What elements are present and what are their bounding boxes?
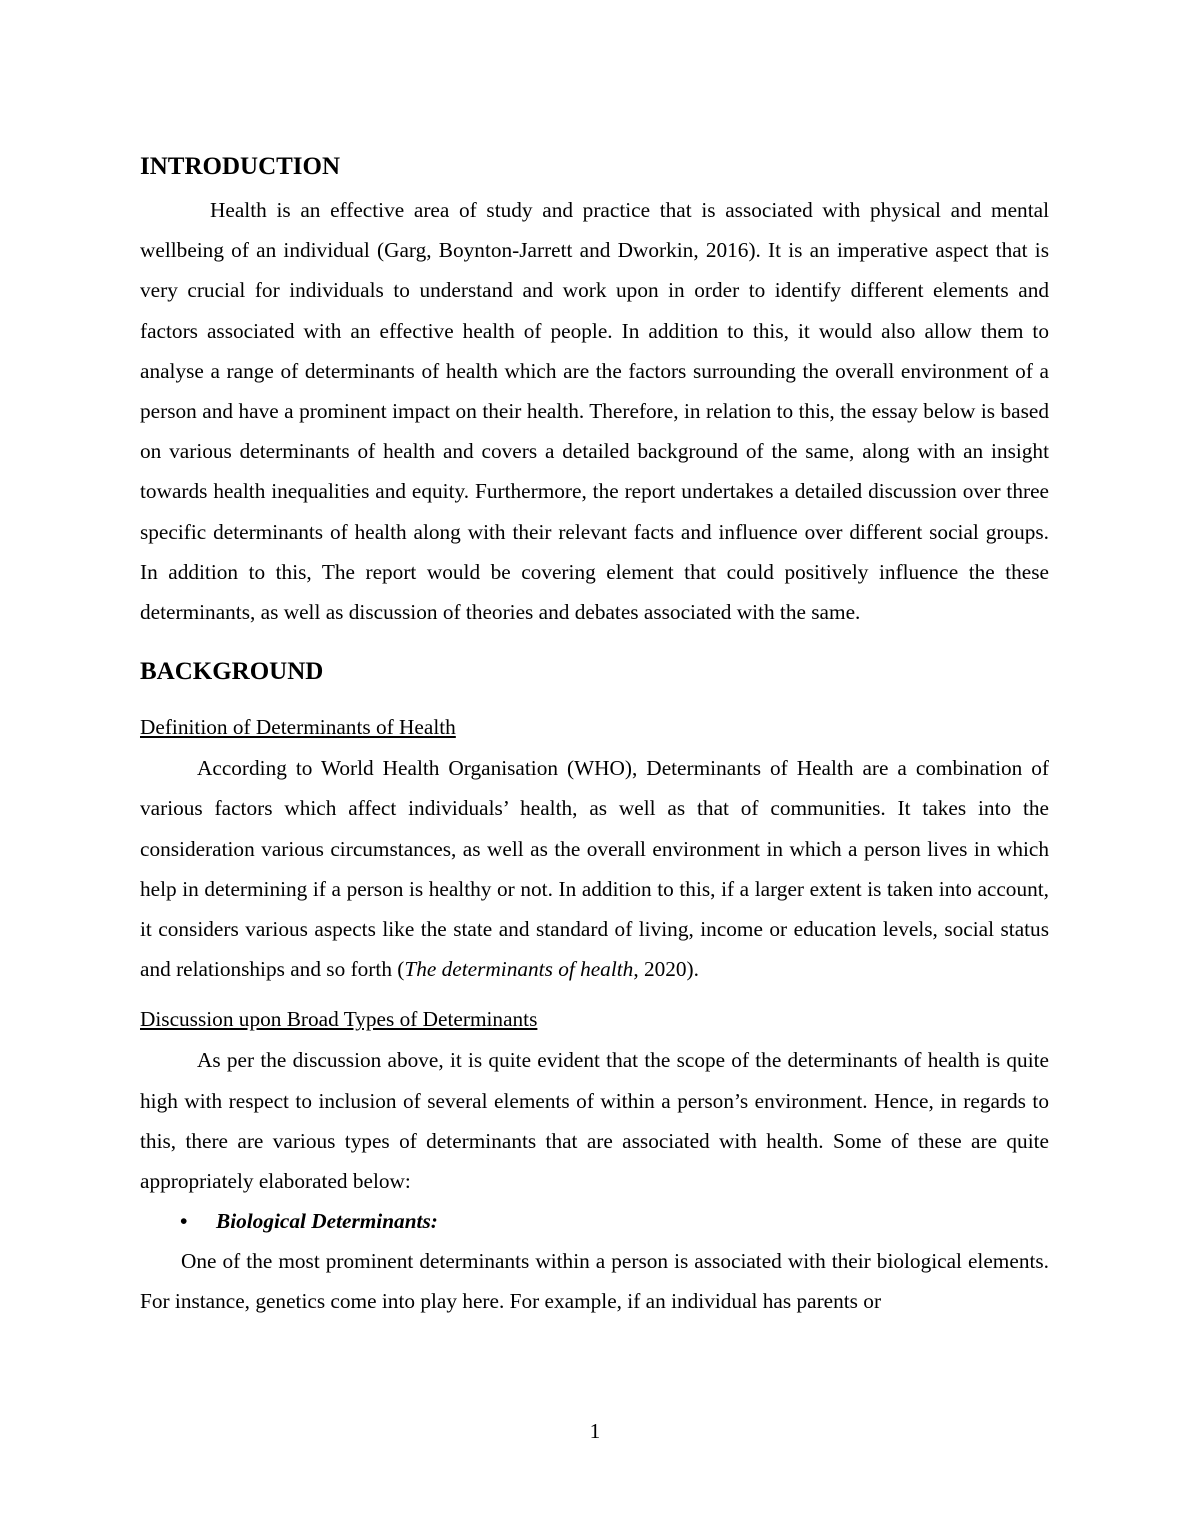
definition-paragraph xyxy=(140,748,1049,989)
background-heading: BACKGROUND xyxy=(140,658,324,686)
types-subheading: Discussion upon Broad Types of Determinants xyxy=(140,1007,538,1032)
page-number: 1 xyxy=(589,1419,601,1443)
definition-subheading: Definition of Determinants of Health xyxy=(140,715,456,740)
bullet-icon: • xyxy=(180,1209,188,1234)
types-paragraph: As per the discussion above, it is quite evident that the scope of the determinants of health is quite high with respect to inclusion of several elements of within a person’s environment. Hence, in regards to this, there are various types of determinants that are associated with health. Some of these are quite appropriately elaborated below: xyxy=(140,1048,1049,1194)
citation-title: The determinants of health xyxy=(404,957,634,982)
introduction-heading: INTRODUCTION xyxy=(140,153,341,180)
citation-year: , 2020). xyxy=(633,957,699,982)
bullet-label: Biological Determinants: xyxy=(216,1209,438,1234)
page-content xyxy=(140,148,1049,1322)
bullet-item-biological xyxy=(140,1201,1049,1241)
biological-paragraph: One of the most prominent determinants within a person is associated with their biological elements. For instance, genetics come into play here. For example, if an individual has parents or xyxy=(140,1249,1049,1314)
definition-text: According to World Health Organisation (WHO), Determinants of Health are a combination of various factors which affect individuals’ health, as well as that of communities. It takes into the consideration various circumstances, as well as the overall environment in which a person lives in which help in determining if a person is healthy or not. In addition to this, if a larger extent is taken into account, it considers various aspects like the state and standard of living, income or education levels, social status and relationships and so forth ( xyxy=(140,756,1049,982)
introduction-paragraph: Health is an effective area of study and practice that is associated with physical and mental wellbeing of an individual (Garg, Boynton-Jarrett and Dworkin, 2016). It is an imperative aspect that is very crucial for individuals to understand and work upon in order to identify different elements and factors associated with an effective health of people. In addition to this, it would also allow them to analyse a range of determinants of health which are the factors surrounding the overall environment of a person and have a prominent impact on their health. Therefore, in relation to this, the essay below is based on various determinants of health and covers a detailed background of the same, along with an insight towards health inequalities and equity. Furthermore, the report undertakes a detailed discussion over three specific determinants of health along with their relevant facts and influence over different social groups. In addition to this, The report would be covering element that could positively influence the these determinants, as well as discussion of theories and debates associated with the same. xyxy=(140,198,1049,625)
